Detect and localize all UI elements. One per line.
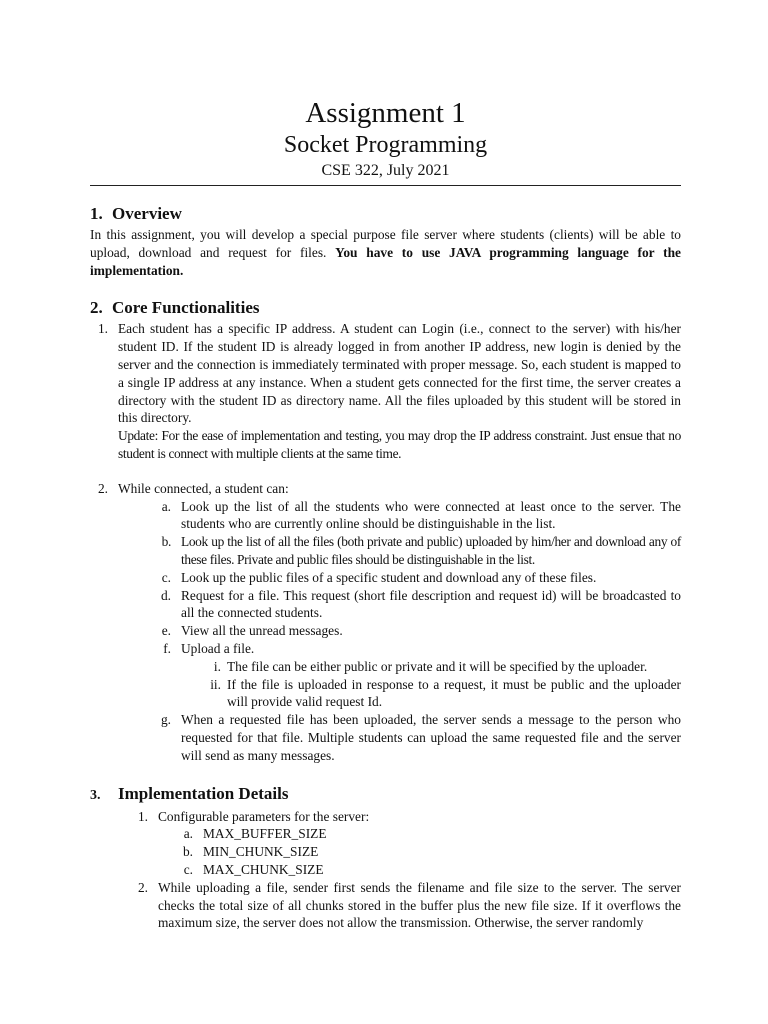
impl-item-2 — [137, 879, 681, 932]
list-item — [163, 640, 681, 658]
list-marker: 1. — [137, 808, 148, 824]
list-marker: g. — [160, 712, 171, 728]
list-item-text: Look up the public files of a specific student and download any of these files. — [181, 569, 597, 585]
list-item-text: MAX_BUFFER_SIZE — [203, 826, 327, 842]
section-title: Core Functionalities — [112, 298, 260, 318]
list-item-text: Upload a file. — [181, 640, 255, 656]
list-marker: c. — [183, 861, 193, 877]
list-item — [161, 569, 681, 587]
list-item-text: When a requested file has been uploaded, the server sends a message to the person who requested for that file. Multiple students can upload the same requested file and the server will send as many messages. — [181, 712, 681, 763]
list-item — [210, 676, 681, 712]
core-item-2 — [97, 480, 681, 498]
impl-item-2-text: While uploading a file, sender first sends the filename and file size to the server. The server checks the total size of all chunks stored in the buffer plus the new file size. If it overflows the maximum size, the server does not allow the transmission. Otherwise, the server randomly — [158, 879, 681, 931]
list-item — [161, 533, 681, 569]
list-marker: b. — [161, 534, 171, 550]
list-marker: a. — [161, 498, 171, 514]
list-marker: d. — [160, 587, 171, 603]
list-item — [213, 658, 681, 676]
list-marker: 2. — [97, 480, 108, 496]
document-page — [90, 0, 681, 1024]
list-marker: ii. — [210, 676, 221, 692]
section-number: 2. — [90, 298, 103, 318]
core-item-1 — [97, 320, 681, 462]
list-marker: e. — [161, 623, 171, 639]
overview-text: In this assignment, you will develop a special purpose file server where students (clients) will be able to upload, download and request for files. — [90, 227, 681, 260]
section-impl-heading — [90, 783, 681, 807]
section-number: 1. — [90, 204, 103, 223]
list-marker: f. — [163, 640, 171, 656]
list-item-text: Look up the list of all the files (both private and public) uploaded by him/her and download any of these files. Private and public files should be distinguishable in the list. — [181, 534, 681, 567]
document-subtitle: Socket Programming — [283, 132, 488, 158]
list-item-text: Request for a file. This request (short file description and request id) will be broadcasted to all the connected students. — [181, 587, 681, 621]
section-title: Implementation Details — [118, 783, 289, 803]
list-marker: 2. — [137, 879, 148, 895]
impl-item-1-text: Configurable parameters for the server: — [158, 808, 370, 824]
list-marker: i. — [213, 658, 221, 674]
section-core-heading — [90, 297, 681, 319]
list-item-text: View all the unread messages. — [181, 623, 343, 639]
list-marker: c. — [161, 569, 171, 585]
core-item-1-text: Each student has a specific IP address. A student can Login (i.e., connect to the server) with his/her student ID. If the student ID is already logged in from another IP address, new login is denied by the server and the connection is immediately terminated with proper message. So, each student is mapped to a single IP address at any instance. When a student gets connected for the first time, the server creates a directory with the student ID as directory name. All the files uploaded by this student will be stored in this directory. — [118, 321, 681, 426]
list-item-text: Look up the list of all the students who were connected at least once to the server. The students who are currently online should be distinguishable in the list. — [181, 498, 681, 532]
list-marker: 1. — [97, 321, 108, 337]
section-overview-heading — [90, 203, 681, 225]
list-item — [183, 861, 681, 879]
list-item-text: The file can be either public or private and it will be specified by the uploader. — [227, 658, 648, 674]
list-item-text: MAX_CHUNK_SIZE — [203, 861, 324, 877]
list-marker: a. — [183, 826, 193, 842]
list-item — [161, 622, 681, 640]
list-marker: b. — [182, 844, 193, 860]
course-line: CSE 322, July 2021 — [321, 162, 450, 179]
header-divider — [90, 185, 681, 186]
list-item — [183, 825, 681, 843]
list-item — [182, 843, 681, 861]
section-number: 3. — [90, 787, 101, 803]
list-item — [160, 711, 681, 764]
list-item-text: MIN_CHUNK_SIZE — [203, 844, 319, 860]
list-item — [161, 498, 681, 534]
document-title: Assignment 1 — [305, 97, 466, 129]
list-item-text: If the file is uploaded in response to a request, it must be public and the uploader will provide valid request Id. — [227, 676, 681, 710]
core-item-1-update: Update: For the ease of implementation and testing, you may drop the IP address constraint. Just ensue that no student is connect with multiple clients at the same time. — [118, 428, 681, 461]
section-title: Overview — [112, 204, 182, 223]
overview-paragraph — [90, 226, 681, 279]
core-item-2-text: While connected, a student can: — [118, 480, 289, 496]
overview-bold-text: You have to use JAVA programming language for the implementation. — [90, 244, 681, 278]
impl-item-1 — [137, 808, 681, 826]
list-item — [160, 587, 681, 623]
